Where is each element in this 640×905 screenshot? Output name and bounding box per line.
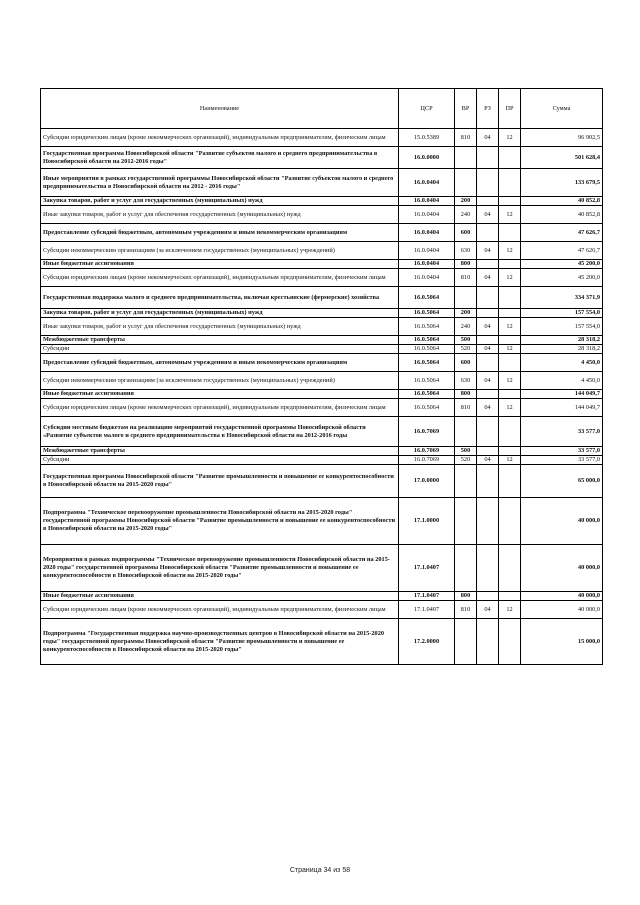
cell-rz: 04 [477, 399, 499, 417]
cell-vr: 200 [455, 309, 477, 318]
cell-sum: 157 554,0 [521, 309, 603, 318]
cell-vr: 520 [455, 456, 477, 465]
table-row [41, 447, 603, 456]
cell-pr: 12 [499, 242, 521, 260]
cell-csr: 16.0.0404 [399, 269, 455, 287]
cell-vr: 600 [455, 354, 477, 372]
cell-vr [455, 147, 477, 169]
cell-vr: 810 [455, 399, 477, 417]
cell-csr: 17.2.0000 [399, 619, 455, 665]
cell-sum: 40 000,0 [521, 498, 603, 545]
cell-name: Закупка товаров, работ и услуг для государственных (муниципальных) нужд [41, 309, 399, 318]
budget-table [40, 88, 603, 665]
cell-sum: 334 371,9 [521, 287, 603, 309]
cell-rz [477, 354, 499, 372]
table-row [41, 465, 603, 498]
cell-rz: 04 [477, 269, 499, 287]
header-vr: ВР [455, 89, 477, 129]
cell-pr: 12 [499, 345, 521, 354]
cell-csr: 16.0.5064 [399, 399, 455, 417]
table-row [41, 224, 603, 242]
cell-rz [477, 224, 499, 242]
cell-rz: 04 [477, 345, 499, 354]
cell-csr: 17.1.0000 [399, 498, 455, 545]
cell-pr: 12 [499, 269, 521, 287]
cell-pr [499, 224, 521, 242]
cell-rz [477, 545, 499, 592]
cell-sum: 40 000,0 [521, 545, 603, 592]
cell-rz [477, 498, 499, 545]
cell-vr [455, 545, 477, 592]
cell-csr: 15.0.5389 [399, 129, 455, 147]
cell-pr [499, 545, 521, 592]
cell-vr [455, 287, 477, 309]
cell-pr: 12 [499, 372, 521, 390]
cell-csr: 16.0.0000 [399, 147, 455, 169]
cell-csr: 16.0.5064 [399, 318, 455, 336]
cell-sum: 4 450,0 [521, 372, 603, 390]
table-header-row [41, 89, 603, 129]
cell-name: Иные бюджетные ассигнования [41, 592, 399, 601]
cell-vr [455, 465, 477, 498]
cell-rz [477, 287, 499, 309]
cell-name: Субсидии юридическим лицам (кроме некоммерческих организаций), индивидуальным предпринимателям, физическим лицам [41, 129, 399, 147]
header-pr: ПР [499, 89, 521, 129]
table-row [41, 619, 603, 665]
cell-name: Субсидии юридическим лицам (кроме некоммерческих организаций), индивидуальным предпринимателям, физическим лицам [41, 269, 399, 287]
cell-pr: 12 [499, 129, 521, 147]
table-row [41, 417, 603, 447]
header-name: Наименование [41, 89, 399, 129]
cell-sum: 133 679,5 [521, 169, 603, 197]
cell-name: Субсидии [41, 345, 399, 354]
cell-sum: 40 000,0 [521, 592, 603, 601]
cell-name: Субсидии [41, 456, 399, 465]
cell-name: Иные бюджетные ассигнования [41, 260, 399, 269]
cell-csr: 16.0.0404 [399, 260, 455, 269]
cell-name: Закупка товаров, работ и услуг для государственных (муниципальных) нужд [41, 197, 399, 206]
cell-rz [477, 147, 499, 169]
cell-pr: 12 [499, 318, 521, 336]
cell-name: Иные мероприятия в рамках государственной программы Новосибирской области "Развитие субъектов малого и среднего предпринимательства в Новосибирской области на 2012 - 2016 годы" [41, 169, 399, 197]
cell-vr: 200 [455, 197, 477, 206]
cell-name: Государственная программа Новосибирской области "Развитие промышленности и повышение ее конкурентоспособности в Новосибирской области на 2015-2020 годы" [41, 465, 399, 498]
cell-rz: 04 [477, 456, 499, 465]
cell-rz: 04 [477, 206, 499, 224]
cell-pr: 12 [499, 456, 521, 465]
cell-pr: 12 [499, 399, 521, 417]
cell-rz [477, 447, 499, 456]
header-rz: РЗ [477, 89, 499, 129]
cell-csr: 16.0.5064 [399, 287, 455, 309]
cell-pr [499, 309, 521, 318]
header-csr: ЦСР [399, 89, 455, 129]
cell-name: Иные бюджетные ассигнования [41, 390, 399, 399]
cell-sum: 15 000,0 [521, 619, 603, 665]
cell-pr [499, 336, 521, 345]
cell-vr: 520 [455, 345, 477, 354]
table-row [41, 345, 603, 354]
cell-rz [477, 309, 499, 318]
table-row [41, 169, 603, 197]
cell-csr: 16.0.7069 [399, 417, 455, 447]
cell-pr [499, 147, 521, 169]
cell-name: Предоставление субсидий бюджетным, автономным учреждениям и иным некоммерческим организациям [41, 354, 399, 372]
table-row [41, 354, 603, 372]
cell-name: Субсидии юридическим лицам (кроме некоммерческих организаций), индивидуальным предпринимателям, физическим лицам [41, 601, 399, 619]
cell-name: Подпрограмма "Техническое перевооружение промышленности Новосибирской области на 2015-2020 годы" государственной программы Новосибирской области "Развитие промышленности и повышение ее конкурентоспособности в Новосибирской области на 2015-2020 годы" [41, 498, 399, 545]
cell-csr: 16.0.7069 [399, 456, 455, 465]
cell-sum: 28 318,2 [521, 345, 603, 354]
cell-pr [499, 498, 521, 545]
cell-csr: 16.0.5064 [399, 309, 455, 318]
cell-vr: 630 [455, 242, 477, 260]
cell-rz: 04 [477, 601, 499, 619]
cell-rz [477, 169, 499, 197]
cell-pr [499, 390, 521, 399]
cell-rz [477, 465, 499, 498]
cell-vr: 240 [455, 318, 477, 336]
table-row [41, 336, 603, 345]
cell-sum: 4 450,0 [521, 354, 603, 372]
table-row [41, 456, 603, 465]
cell-vr [455, 498, 477, 545]
cell-csr: 17.1.0407 [399, 601, 455, 619]
cell-rz [477, 592, 499, 601]
cell-vr [455, 417, 477, 447]
cell-pr [499, 197, 521, 206]
cell-vr: 500 [455, 336, 477, 345]
table-row [41, 592, 603, 601]
cell-sum: 33 577,0 [521, 456, 603, 465]
table-row [41, 372, 603, 390]
cell-vr: 800 [455, 390, 477, 399]
cell-sum: 157 554,0 [521, 318, 603, 336]
cell-vr [455, 619, 477, 665]
cell-csr: 16.0.5064 [399, 336, 455, 345]
cell-csr: 16.0.5064 [399, 345, 455, 354]
cell-name: Предоставление субсидий бюджетным, автономным учреждениям и иным некоммерческим организациям [41, 224, 399, 242]
cell-rz [477, 336, 499, 345]
cell-pr: 12 [499, 206, 521, 224]
cell-sum: 47 626,7 [521, 242, 603, 260]
table-row [41, 269, 603, 287]
cell-csr: 17.1.0407 [399, 545, 455, 592]
table-row [41, 545, 603, 592]
cell-csr: 16.0.5064 [399, 372, 455, 390]
cell-rz: 04 [477, 318, 499, 336]
cell-pr [499, 447, 521, 456]
cell-csr: 16.0.5064 [399, 390, 455, 399]
table-row [41, 206, 603, 224]
table-row [41, 197, 603, 206]
cell-name: Субсидии местным бюджетам на реализацию мероприятий государственной программы Новосибирской области «Развитие субъектов малого и среднего предпринимательства в Новосибирской области на 2012-2016 годы [41, 417, 399, 447]
cell-name: Государственная программа Новосибирской области "Развитие субъектов малого и среднего предпринимательства в Новосибирской области на 2012-2016 годы" [41, 147, 399, 169]
cell-sum: 33 577,0 [521, 447, 603, 456]
table-row [41, 260, 603, 269]
cell-name: Государственная поддержка малого и среднего предпринимательства, включая крестьянские (фермерские) хозяйства [41, 287, 399, 309]
cell-vr: 810 [455, 269, 477, 287]
cell-vr: 240 [455, 206, 477, 224]
cell-name: Иные закупки товаров, работ и услуг для обеспечения государственных (муниципальных) нужд [41, 318, 399, 336]
cell-pr [499, 287, 521, 309]
cell-vr: 800 [455, 592, 477, 601]
cell-vr: 630 [455, 372, 477, 390]
cell-sum: 501 628,4 [521, 147, 603, 169]
cell-rz [477, 197, 499, 206]
cell-pr [499, 260, 521, 269]
cell-name: Субсидии некоммерческим организациям (за исключением государственных (муниципальных) учреждений) [41, 242, 399, 260]
cell-sum: 33 577,0 [521, 417, 603, 447]
cell-name: Подпрограмма "Государственная поддержка научно-производственных центров в Новосибирской области на 2015-2020 годы" государственной программы Новосибирской области "Развитие промышленности и повышение ее конкурентоспособности в Новосибирской области на 2015-2020 годы" [41, 619, 399, 665]
cell-vr: 800 [455, 260, 477, 269]
cell-csr: 16.0.0404 [399, 169, 455, 197]
cell-csr: 16.0.0404 [399, 206, 455, 224]
cell-sum: 45 200,0 [521, 260, 603, 269]
cell-pr [499, 417, 521, 447]
cell-sum: 144 049,7 [521, 399, 603, 417]
cell-pr [499, 619, 521, 665]
cell-sum: 40 852,8 [521, 206, 603, 224]
cell-sum: 65 000,0 [521, 465, 603, 498]
cell-rz [477, 417, 499, 447]
table-row [41, 399, 603, 417]
cell-vr [455, 169, 477, 197]
table-row [41, 147, 603, 169]
cell-sum: 28 318,2 [521, 336, 603, 345]
table-row [41, 498, 603, 545]
cell-csr: 16.0.7069 [399, 447, 455, 456]
cell-vr: 500 [455, 447, 477, 456]
cell-vr: 810 [455, 129, 477, 147]
table-row [41, 601, 603, 619]
cell-csr: 16.0.5064 [399, 354, 455, 372]
cell-csr: 16.0.0404 [399, 224, 455, 242]
cell-pr [499, 592, 521, 601]
cell-csr: 17.1.0407 [399, 592, 455, 601]
cell-sum: 45 200,0 [521, 269, 603, 287]
cell-sum: 40 852,8 [521, 197, 603, 206]
cell-name: Межбюджетные трансферты [41, 336, 399, 345]
cell-name: Субсидии некоммерческим организациям (за исключением государственных (муниципальных) учреждений) [41, 372, 399, 390]
cell-pr [499, 169, 521, 197]
cell-rz: 04 [477, 372, 499, 390]
cell-sum: 96 902,5 [521, 129, 603, 147]
cell-rz [477, 390, 499, 399]
table-row [41, 309, 603, 318]
cell-vr: 810 [455, 601, 477, 619]
cell-vr: 600 [455, 224, 477, 242]
cell-rz: 04 [477, 129, 499, 147]
table-row [41, 318, 603, 336]
cell-pr [499, 465, 521, 498]
cell-sum: 144 049,7 [521, 390, 603, 399]
cell-rz [477, 260, 499, 269]
cell-csr: 16.0.0404 [399, 242, 455, 260]
cell-name: Субсидии юридическим лицам (кроме некоммерческих организаций), индивидуальным предпринимателям, физическим лицам [41, 399, 399, 417]
header-sum: Сумма [521, 89, 603, 129]
cell-pr: 12 [499, 601, 521, 619]
table-row [41, 287, 603, 309]
cell-sum: 40 000,0 [521, 601, 603, 619]
table-body [41, 129, 603, 665]
page-number: Страница 34 из 58 [289, 867, 351, 874]
cell-name: Мероприятия в рамках подпрограммы "Техническое перевооружение промышленности Новосибирской области на 2015-2020 годы" государственной программы Новосибирской области "Развитие промышленности и повышение ее конкурентоспособности в Новосибирской области на 2015-2020 годы" [41, 545, 399, 592]
cell-pr [499, 354, 521, 372]
cell-csr: 16.0.0404 [399, 197, 455, 206]
cell-name: Межбюджетные трансферты [41, 447, 399, 456]
cell-name: Иные закупки товаров, работ и услуг для обеспечения государственных (муниципальных) нужд [41, 206, 399, 224]
cell-rz: 04 [477, 242, 499, 260]
cell-sum: 47 626,7 [521, 224, 603, 242]
table-row [41, 390, 603, 399]
cell-rz [477, 619, 499, 665]
cell-csr: 17.0.0000 [399, 465, 455, 498]
table-row [41, 242, 603, 260]
table-row [41, 129, 603, 147]
